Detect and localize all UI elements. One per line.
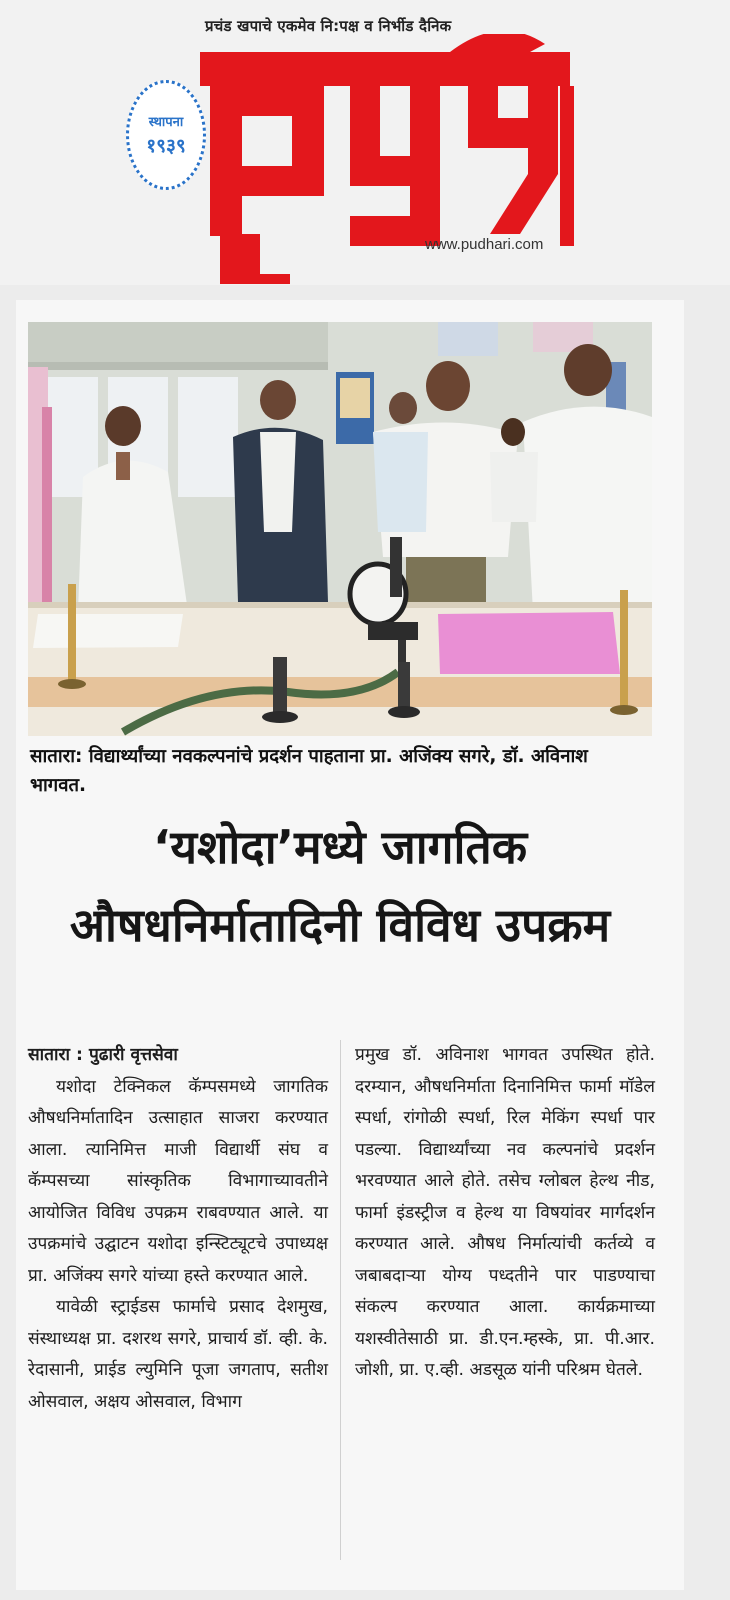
headline-line-1: ‘यशोदा’मध्ये जागतिक [152,820,528,874]
photo-caption: सातारा: विद्यार्थ्यांच्या नवकल्पनांचे प्रदर्शन पाहताना प्रा. अजिंक्य सगरे, डॉ. अविनाश भागवत. [30,746,588,796]
article-column-left [28,1040,328,1418]
masthead-tagline: प्रचंड खपाचे एकमेव नि:पक्ष व निर्भीड दैनिक [205,17,452,35]
column-divider [340,1040,341,1560]
article-photo [28,322,652,736]
seal-year: १९३९ [146,135,186,157]
paragraph-1: यशोदा टेक्निकल कॅम्पसमध्ये जागतिक औषधनिर्मातादिन उत्साहात साजरा करण्यात आला. त्यानिमित्त माजी विद्यार्थी संघ व कॅम्पसच्या सांस्कृतिक विभागाच्यावतीने आयोजित विविध उपक्रम राबवण्यात आले. या उपक्रमांचे उद्घाटन यशोदा इन्स्टिट्यूटचे उपाध्यक्ष प्रा. अजिंक्य सगरे यांच्या हस्ते करण्यात आले. [28,1076,328,1286]
newspaper-masthead [0,0,730,285]
paragraph-2: यावेळी स्ट्राईडस फार्माचे प्रसाद देशमुख, संस्थाध्यक्ष प्रा. दशरथ सगरे, प्राचार्य डॉ. व्ही. के. रेदासानी, प्राईड ल्युमिनि पूजा जगताप, सतीश ओसवाल, अक्षय ओसवाल, विभाग [28,1297,328,1412]
article-headline [30,808,650,964]
paragraph-3: प्रमुख डॉ. अविनाश भागवत उपस्थित होते. दरम्यान, औषधनिर्माता दिनानिमित्त फार्मा मॉडेल स्पर्धा, रांगोळी स्पर्धा, रिल मेकिंग स्पर्धा पार पडल्या. विद्यार्थ्यांच्या नव कल्पनांचे प्रदर्शन भरवण्यात आले होते. तसेच ग्लोबल हेल्थ नीड, फार्मा इंडस्ट्रीज व हेल्थ या विषयांवर मार्गदर्शन करण्यात आले. औषध निर्मात्यांची कर्तव्ये व जबाबदाऱ्या योग्य पध्दतीने पार पाडण्याचा संकल्प करण्यात आला. कार्यक्रमाच्या यशस्वीतेसाठी प्रा. डी.एन.म्हस्के, प्रा. पी.आर. जोशी, प्रा. ए.व्ही. अडसूळ यांनी परिश्रम घेतले. [355,1045,655,1380]
seal-label: स्थापना [148,115,184,130]
founded-seal [126,80,206,190]
headline-line-2: औषधनिर्मातादिनी विविध उपक्रम [69,898,611,952]
article-byline: सातारा : पुढारी वृत्तसेवा [28,1045,178,1065]
article-column-right [355,1040,655,1387]
website-url[interactable]: www.pudhari.com [425,236,544,253]
